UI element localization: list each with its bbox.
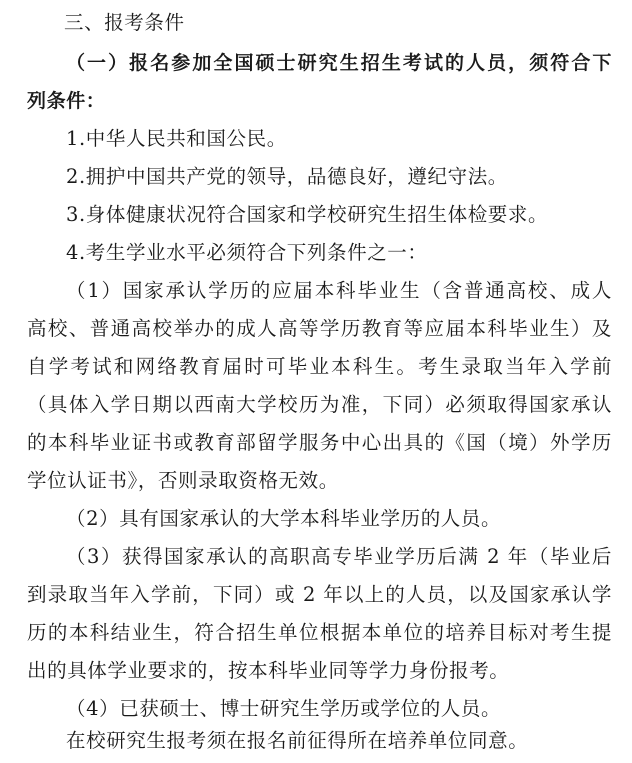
sub-condition-3-line-3: 历的本科结业生，符合招生单位根据本单位的培养目标对考生提	[27, 621, 612, 644]
sub-condition-1-line-3: 自学考试和网络教育届时可毕业本科生。考生录取当年入学前	[27, 355, 612, 378]
subsection-heading-line-2: 列条件：	[27, 90, 106, 112]
sub-condition-1-line-4: （具体入学日期以西南大学校历为准，下同）必须取得国家承认	[27, 393, 612, 416]
sub-condition-1-line-2: 高校、普通高校举办的成人高等学历教育等应届本科毕业生）及	[27, 317, 612, 340]
condition-item-2: 2.拥护中国共产党的领导，品德良好，遵纪守法。	[66, 165, 508, 188]
sub-condition-3-line-2: 到录取当年入学前，下同）或 2 年以上的人员，以及国家承认学	[27, 583, 612, 606]
sub-condition-1-line-1: （1）国家承认学历的应届本科毕业生（含普通高校、成人	[66, 279, 612, 302]
subsection-heading-line-1: （一）报名参加全国硕士研究生招生考试的人员，须符合下	[66, 52, 612, 74]
sub-condition-4: （4）已获硕士、博士研究生学历或学位的人员。	[66, 697, 502, 720]
sub-condition-1-line-5: 的本科毕业证书或教育部留学服务中心出具的《国（境）外学历	[27, 431, 612, 454]
sub-condition-3-line-4: 出的具体学业要求的，按本科毕业同等学力身份报考。	[27, 659, 510, 682]
condition-item-4: 4.考生学业水平必须符合下列条件之一：	[66, 241, 428, 264]
sub-condition-1-line-6: 学位认证书》，否则录取资格无效。	[27, 469, 339, 492]
sub-condition-3-line-1: （3）获得国家承认的高职高专毕业学历后满 2 年（毕业后	[66, 545, 612, 568]
condition-item-1: 1.中华人民共和国公民。	[66, 127, 287, 150]
condition-item-3: 3.身体健康状况符合国家和学校研究生招生体检要求。	[66, 203, 549, 226]
section-heading: 三、报考条件	[64, 11, 185, 34]
closing-note: 在校研究生报考须在报名前征得所在培养单位同意。	[66, 729, 529, 752]
sub-condition-2: （2）具有国家承认的大学本科毕业学历的人员。	[66, 507, 502, 530]
